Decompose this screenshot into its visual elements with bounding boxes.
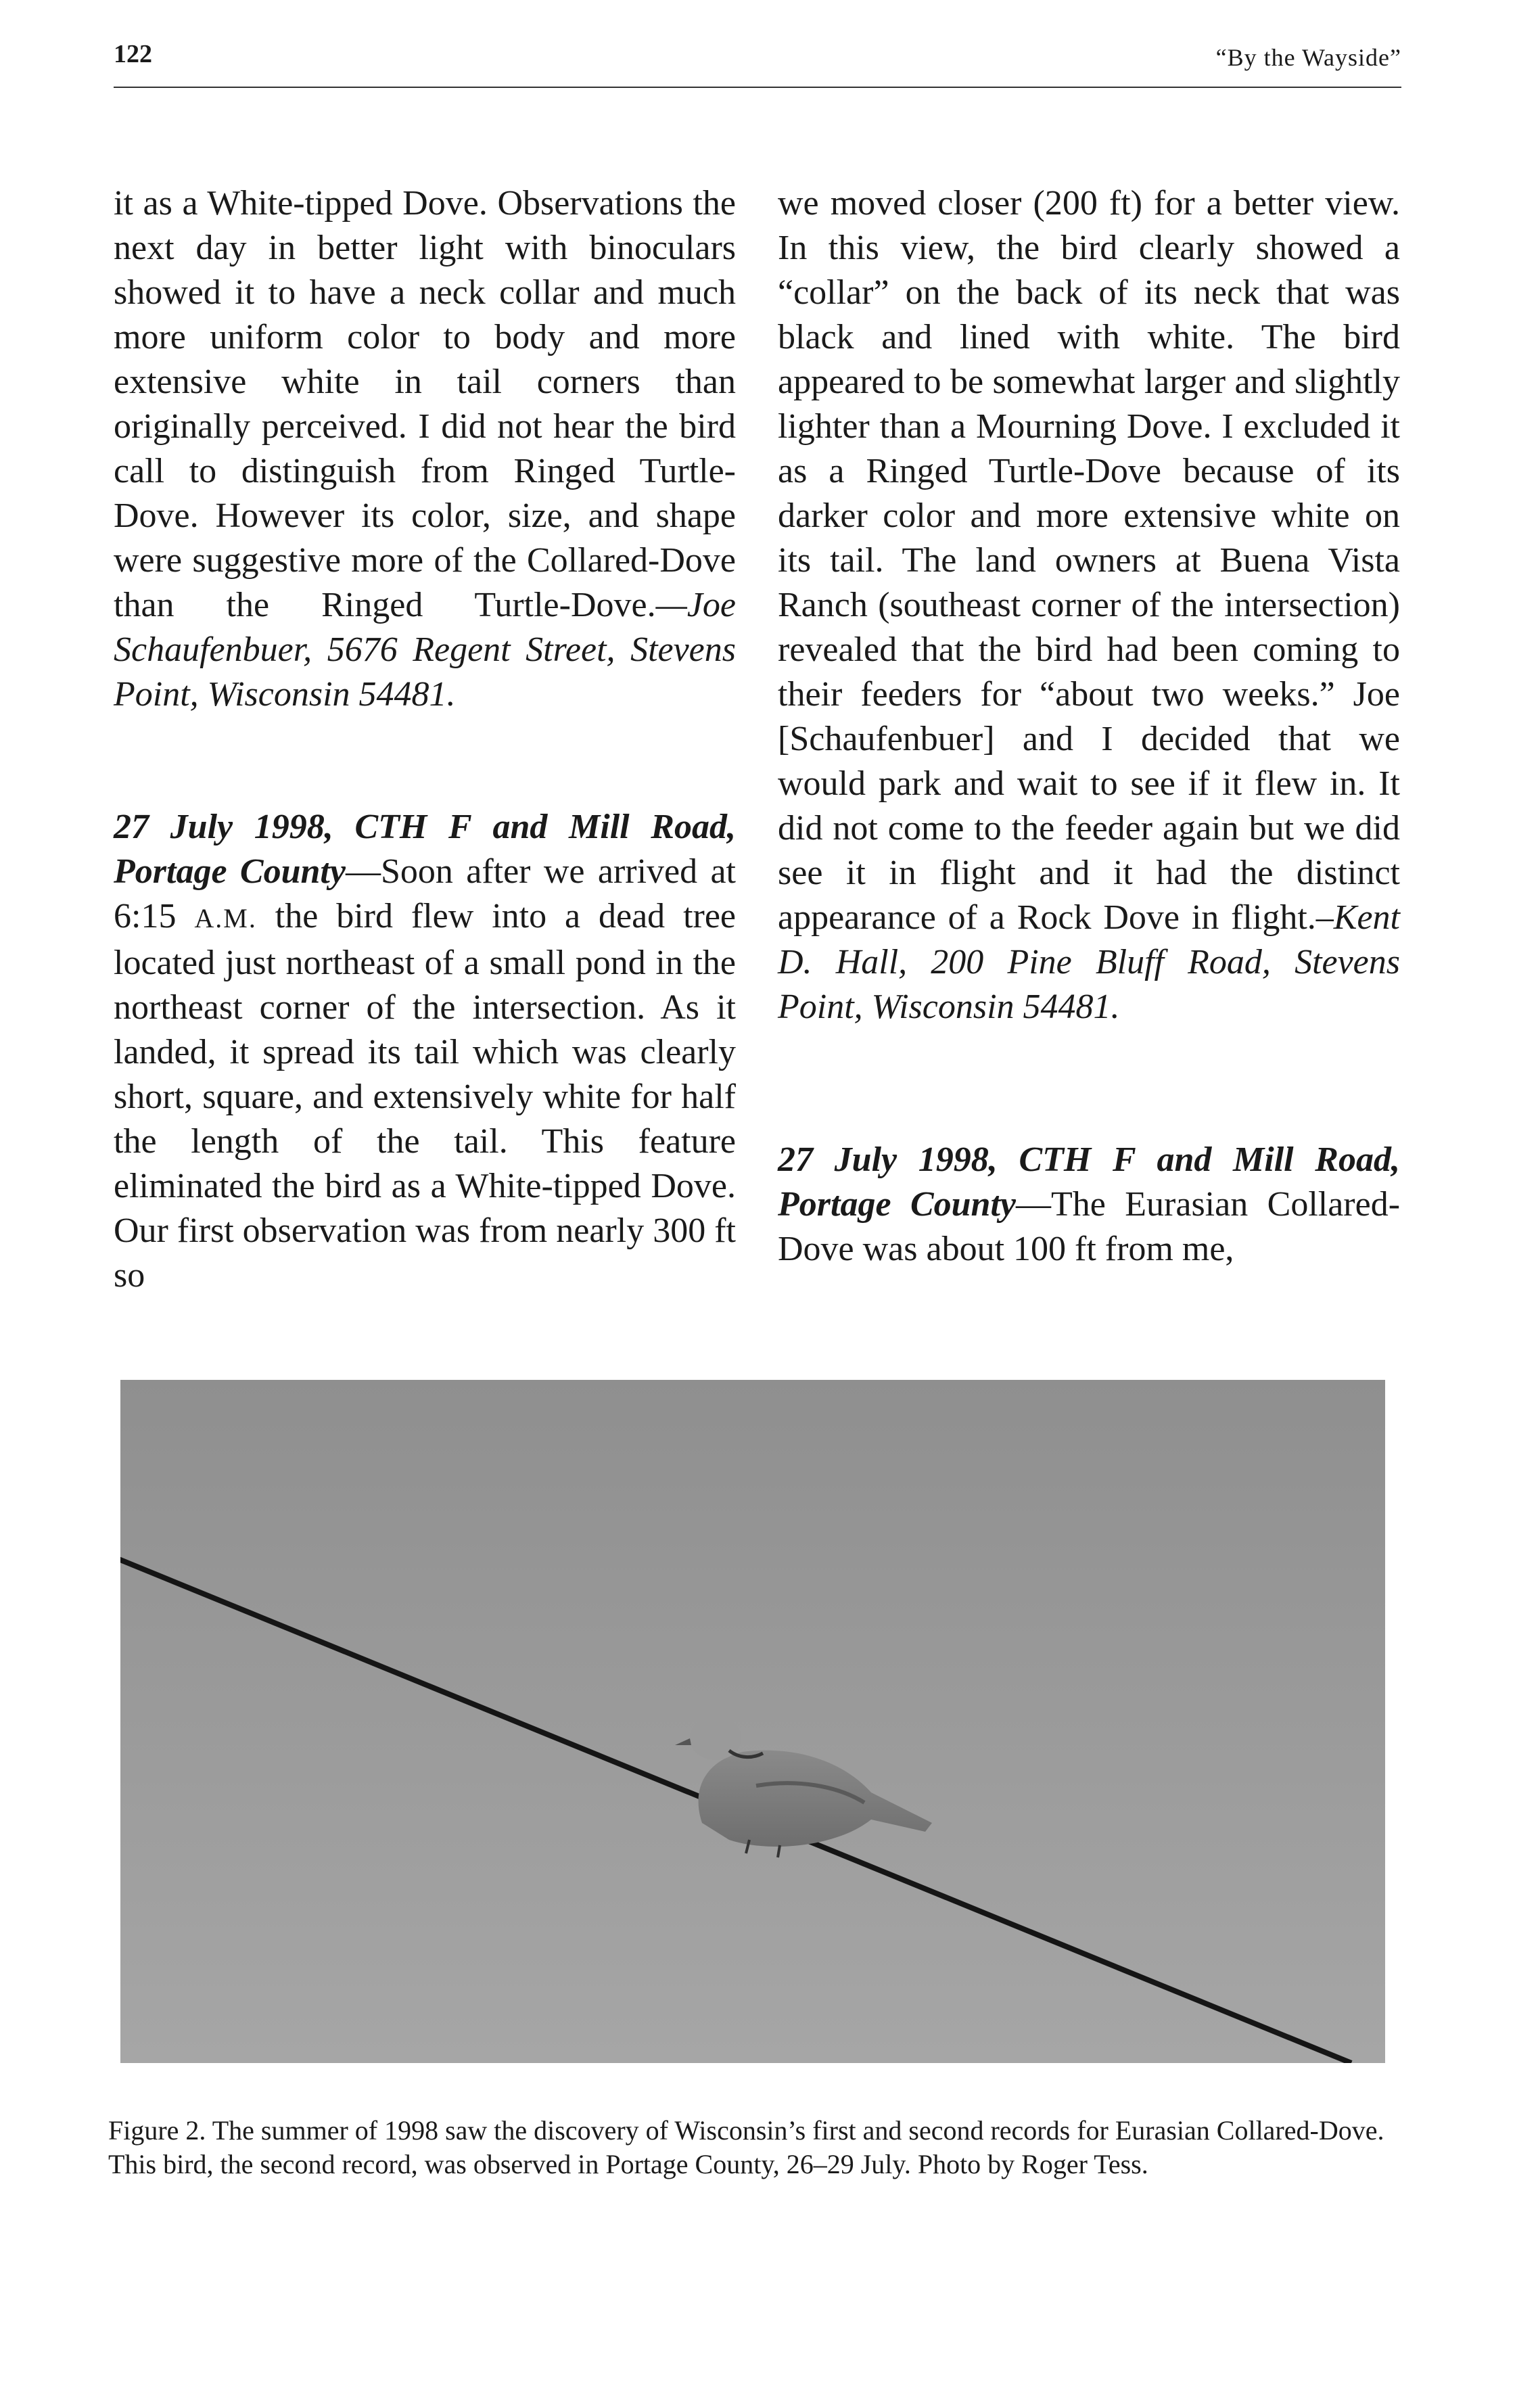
right-p2-heading: 27 July 1998, CTH F and Mill Road, Portage County	[778, 1140, 1400, 1224]
dove-on-wire-illustration	[120, 1380, 1385, 2063]
left-paragraph-1	[114, 181, 736, 717]
sky-background	[120, 1380, 1385, 2063]
dove-photo	[120, 1380, 1385, 2063]
right-paragraph-1	[778, 181, 1400, 1029]
figure-caption: Figure 2. The summer of 1998 saw the discovery of Wisconsin’s first and second records for Eurasian Collared-Dove. This bird, the second record, was observed in Portage County, 26–29 July. Photo by Roger Tess.	[108, 2115, 1384, 2179]
right-p2-text: —The Eurasian Collared-Dove was about 100 ft from me,	[778, 1185, 1401, 1268]
running-header	[114, 39, 1401, 88]
left-column	[114, 181, 736, 1298]
right-column	[778, 181, 1400, 1272]
left-p1-text: it as a White-tipped Dove. Observations the next day in better light with binoculars showed it to have a neck collar and much more uniform color to body and more extensive white in tail corners than originally perceived. I did not hear the bird call to distinguish from Ringed Turtle-Dove. However its color, size, and shape were suggestive more of the Collared-Dove than the Ringed Turtle-Dove.	[114, 184, 736, 624]
page-number: 122	[114, 40, 152, 68]
running-title: “By the Wayside”	[1215, 44, 1401, 71]
left-paragraph-2	[114, 805, 736, 1298]
left-p2-time: A.M.	[194, 903, 257, 933]
left-p2-heading: 27 July 1998, CTH F and Mill Road, Portage County	[114, 808, 736, 891]
left-p2-text-b: the bird flew into a dead tree located just northeast of a small pond in the northeast corner of the intersection. As it landed, it spread its tail which was clearly short, square, and extensively white for half the length of the tail. This feature eliminated the bird as a White-tipped Dove. Our first observation was from nearly 300 ft so	[114, 897, 736, 1295]
right-p1-text: we moved closer (200 ft) for a better view. In this view, the bird clearly showed a “collar” on the back of its neck that was black and lined with white. The bird appeared to be somewhat larger and slightly lighter than a Mourning Dove. I excluded it as a Ringed Turtle-Dove because of its darker color and more extensive white on its tail. The land owners at Buena Vista Ranch (southeast corner of the intersection) revealed that the bird had been coming to their feeders for “about two weeks.” Joe [Schaufenbuer] and I decided that we would park and wait to see if it flew in. It did not come to the feeder again but we did see it in flight and it had the distinct appearance of a Rock Dove in flight.	[778, 184, 1400, 937]
left-p1-signature: —Joe Schaufenbuer, 5676 Regent Street, Stevens Point, Wisconsin 54481.	[114, 586, 736, 714]
left-p2-text-a: —Soon after we arrived at 6:15	[114, 852, 737, 935]
right-paragraph-2	[778, 1138, 1400, 1272]
right-p1-signature: –Kent D. Hall, 200 Pine Bluff Road, Stevens Point, Wisconsin 54481.	[778, 898, 1400, 1026]
